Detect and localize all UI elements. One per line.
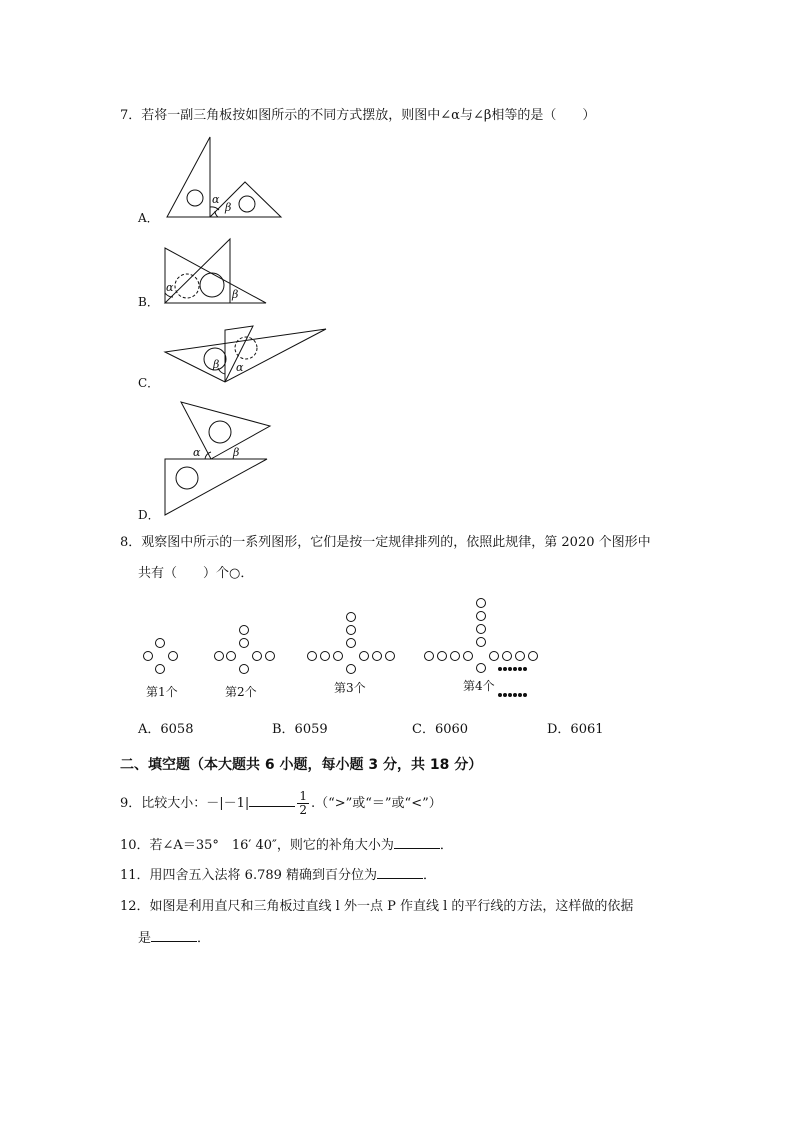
q8-option-c[interactable]: C．6060 (412, 722, 469, 737)
q9-blank[interactable] (249, 794, 295, 807)
section-2-title: 二、填空题（本大题共 6 小题，每小题 3 分，共 18 分） (120, 757, 483, 773)
q8-figure-1-label: 第1个 (146, 685, 178, 699)
question-8-line2: 共有（ ）个○． (138, 566, 254, 581)
q10-prefix: 10．若∠A＝35° 16′ 40″，则它的补角大小为 (120, 838, 394, 853)
q9-fraction (297, 790, 309, 817)
question-12-line1: 12．如图是利用直尺和三角板过直线 l 外一点 P 作直线 l 的平行线的方法，这样做的依据 (120, 899, 634, 914)
q12-blank[interactable] (151, 929, 197, 942)
q8-figure-4-label: 第4个 (463, 679, 495, 693)
figure-a-triangles (167, 137, 281, 217)
q9-prefix: 9．比较大小：－|－1| (120, 796, 250, 811)
q11-prefix: 11．用四舍五入法将 6.789 精确到百分位为 (120, 868, 378, 883)
question-9 (120, 790, 442, 817)
figure-c-triangles (165, 326, 326, 382)
q12-suffix: ． (197, 931, 211, 946)
q7-option-c[interactable]: C． (138, 376, 160, 390)
q11-blank[interactable] (377, 866, 423, 879)
fig-d-alpha-label: α (193, 446, 201, 459)
q9-denominator: 2 (299, 803, 307, 817)
question-11 (120, 864, 436, 883)
fig-a-beta-label: β (225, 201, 232, 214)
q11-suffix: ． (423, 868, 437, 883)
q8-figure-3-label: 第3个 (334, 681, 366, 695)
fig-c-beta-label: β (213, 358, 220, 371)
q12-prefix: 是 (138, 931, 152, 946)
q8-option-d[interactable]: D．6061 (547, 722, 604, 737)
figure-b-triangles (165, 239, 266, 303)
fig-c-alpha-label: α (236, 361, 244, 374)
fig-a-alpha-label: α (212, 193, 220, 206)
q7-option-a[interactable]: A． (138, 211, 159, 225)
q8-option-b[interactable]: B．6059 (272, 722, 328, 737)
q7-option-b[interactable]: B． (138, 295, 159, 309)
q9-suffix: .（“>”或“＝”或“<”） (310, 796, 442, 811)
figure-d-triangles (165, 402, 270, 515)
question-10 (120, 834, 453, 853)
q10-suffix: ． (439, 838, 453, 853)
q9-numerator: 1 (299, 789, 307, 803)
q8-option-a[interactable]: A．6058 (138, 722, 194, 737)
question-8-line1: 8．观察图中所示的一系列图形，它们是按一定规律排列的，依照此规律，第 2020 个图形中 (120, 535, 651, 550)
q10-blank[interactable] (394, 836, 440, 849)
q8-figure-2-label: 第2个 (225, 685, 257, 699)
fig-b-alpha-label: α (166, 281, 174, 294)
question-7-text: 7．若将一副三角板按如图所示的不同方式摆放，则图中∠α与∠β相等的是（ ） (120, 108, 596, 123)
fig-b-beta-label: β (232, 288, 239, 301)
question-12-line2 (138, 927, 210, 946)
q7-option-d[interactable]: D． (138, 508, 160, 522)
fig-d-beta-label: β (233, 446, 240, 459)
